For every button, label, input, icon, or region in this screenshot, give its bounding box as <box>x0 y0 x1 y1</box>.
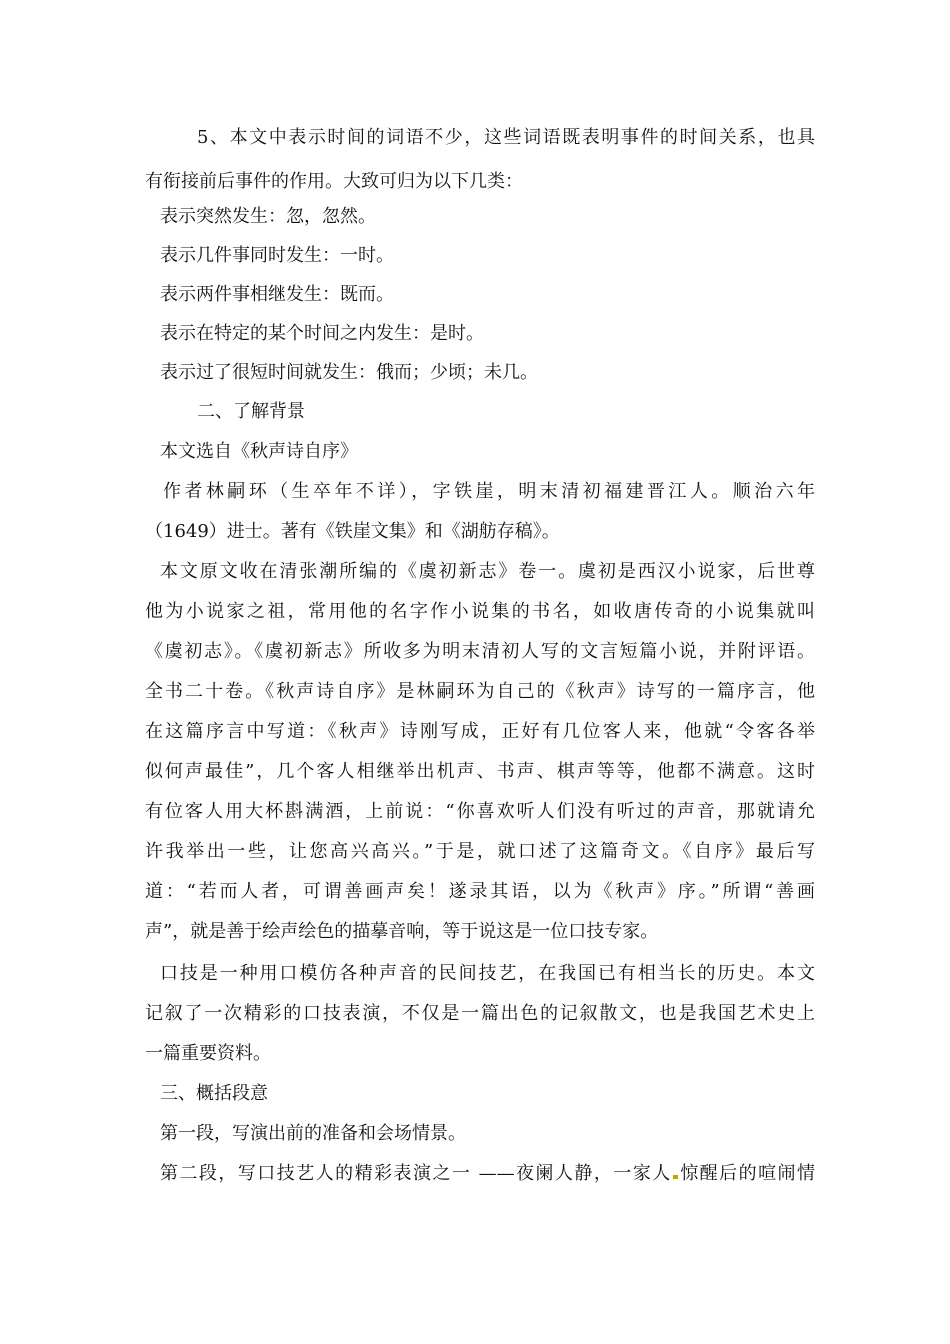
text-line: 二、了解背景 <box>197 401 305 422</box>
text-line: 《虞初志》。《虞初新志》所收多为明末清初人写的文言短篇小说，并附评语。 <box>145 641 815 662</box>
text-line: 第二段，写口技艺人的精彩表演之一 ——夜阑人静，一家人 惊醒后的喧闹情 <box>160 1163 815 1184</box>
text-line: 表示两件事相继发生：既而。 <box>160 284 394 305</box>
text-line: 道：“若而人者，可谓善画声矣！遂录其语，以为《秋声》序。”所谓“善画 <box>145 881 815 902</box>
text-line: 有衔接前后事件的作用。大致可归为以下几类： <box>145 171 523 192</box>
text-line: 表示过了很短时间就发生：俄而；少顷；未几。 <box>160 362 538 383</box>
text-line: 表示几件事同时发生：一时。 <box>160 245 394 266</box>
text-line: 似何声最佳”，几个客人相继举出机声、书声、棋声等等，他都不满意。这时 <box>145 761 815 782</box>
text-line: 有位客人用大杯斟满酒，上前说：“你喜欢听人们没有听过的声音，那就请允 <box>145 801 815 822</box>
edit-mark <box>673 1175 678 1179</box>
text-line: 在这篇序言中写道：《秋声》诗刚写成，正好有几位客人来，他就“令客各举 <box>145 721 815 742</box>
text-line: 第一段，写演出前的准备和会场情景。 <box>160 1123 466 1144</box>
text-line: 口技是一种用口模仿各种声音的民间技艺，在我国已有相当长的历史。本文 <box>160 963 815 984</box>
text-line: 本文选自《秋声诗自序》 <box>160 441 358 462</box>
text-line: 表示突然发生：忽，忽然。 <box>160 206 376 227</box>
text-line: 本文原文收在清张潮所编的《虞初新志》卷一。虞初是西汉小说家，后世尊 <box>160 561 815 582</box>
text-line: 他为小说家之祖，常用他的名字作小说集的书名，如收唐传奇的小说集就叫 <box>145 601 815 622</box>
text-line: 声”，就是善于绘声绘色的描摹音响，等于说这是一位口技专家。 <box>145 921 659 942</box>
text-line: 5、本文中表示时间的词语不少，这些词语既表明事件的时间关系，也具 <box>197 127 815 148</box>
text-line: 一篇重要资料。 <box>145 1043 271 1064</box>
text-line: 三、概括段意 <box>160 1083 268 1104</box>
text-line: 许我举出一些，让您高兴高兴。”于是，就口述了这篇奇文。《自序》最后写 <box>145 841 815 862</box>
text-line: 全书二十卷。《秋声诗自序》是林嗣环为自己的《秋声》诗写的一篇序言，他 <box>145 681 815 702</box>
text-line: 作者林嗣环（生卒年不详），字铁崖，明末清初福建晋江人。顺治六年 <box>163 481 815 502</box>
text-line: （1649）进士。著有《铁崖文集》和《湖舫存稿》。 <box>145 521 560 542</box>
text-line: 表示在特定的某个时间之内发生：是时。 <box>160 323 484 344</box>
text-line: 记叙了一次精彩的口技表演，不仅是一篇出色的记叙散文，也是我国艺术史上 <box>145 1003 815 1024</box>
